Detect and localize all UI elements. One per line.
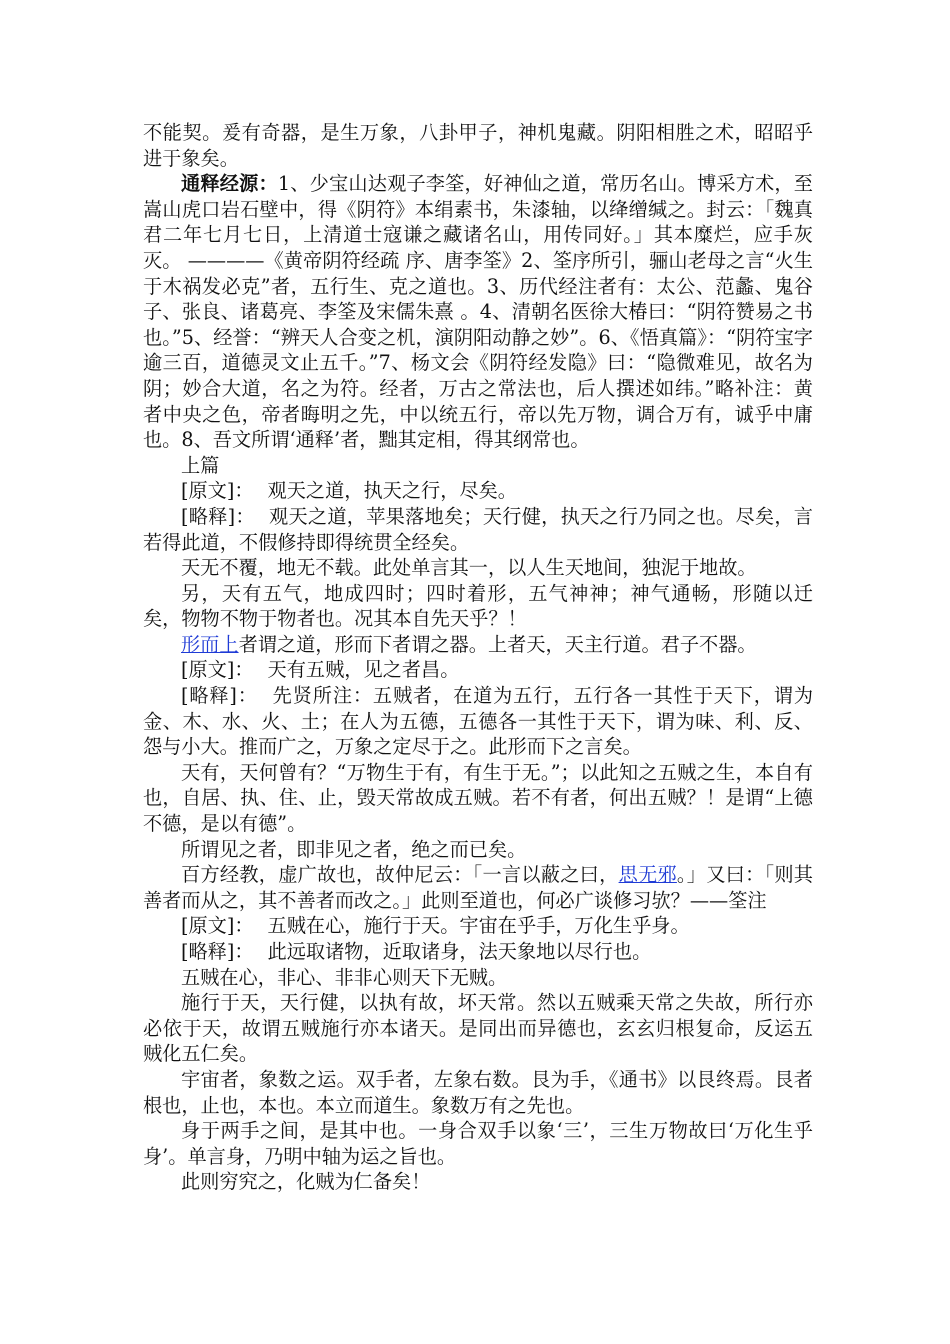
chapter-title: 上篇 [181,453,220,477]
label-lueshi: [略释]： [181,504,255,528]
paragraph: 天有，天何曾有？“万物生于有，有生于无。”；以此知之五贼之生，本自有也，自居、执、住、止，毁天常故成五贼。若不有者，何出五贼？！是谓“上德不德，是以有德”。 [143,760,813,836]
paragraph-yuanwen: [原文]： 五贼在心，施行于天。宇宙在乎手，万化生乎身。 [181,914,690,938]
paragraph: 身于两手之间，是其中也。一身合双手以象‘三’，三生万物故曰‘万化生乎身’。单言身，乃明中轴为运之旨也。 [143,1119,813,1168]
paragraph: 所谓见之者，即非见之者，绝之而已矣。 [181,837,527,861]
document-body [143,120,813,1195]
paragraph: 不能契。爰有奇器，是生万象，八卦甲子，神机鬼藏。阴阳相胜之术，昭昭乎进于象矣。 [143,121,813,170]
label-lueshi: [略释]： [181,684,258,708]
section-heading: 通释经源： [181,172,278,196]
paragraph-lueshi: [略释]： 此远取诸物，近取诸身，法天象地以尽行也。 [181,940,652,963]
paragraph: 天无不覆，地无不载。此处单言其一，以人生天地间，独泥于地故。 [181,556,757,580]
paragraph: 此则穷究之，化贼为仁备矣！ [181,1170,431,1194]
paragraph: 形而上者谓之道，形而下者谓之器。上者天，天主行道。君子不器。 [181,632,757,656]
paragraph-lueshi: [略释]： 先贤所注：五贼者，在道为五行，五行各一其性于天下，谓为金、木、水、火、土；在人为五德，五德各一其性于天下，谓为味、利、反、怨与小大。推而广之，万象之定尽于之。此形而下之言矣。 [143,684,814,759]
link-siwuxie[interactable]: 思无邪 [618,863,677,887]
label-yuanwen: [原文]： [181,658,254,682]
paragraph-yuanwen: [原文]： 天有五贼，见之者昌。 [181,658,460,682]
paragraph: 百方经教，虚广故也，故仲尼云：「一言以蔽之曰，思无邪。」又曰：「则其善者而从之，其不善者而改之。」此则至道也，何必广谈修习欤？——筌注 [143,863,813,912]
paragraph: 宇宙者，象数之运。双手者，左象右数。艮为手，《通书》以艮终焉。艮者根也，止也，本也。本立而道生。象数万有之先也。 [143,1067,813,1117]
paragraph-lueshi: [略释]： 观天之道，苹果落地矣；天行健，执天之行乃同之也。尽矣，言若得此道，不假修持即得统贯全经矣。 [143,504,813,554]
label-yuanwen: [原文]： [181,479,254,503]
paragraph-yuanwen: [原文]： 观天之道，执天之行，尽矣。 [181,479,517,503]
link-xingershang[interactable]: 形而上 [181,632,239,656]
paragraph: 施行于天，天行健，以执有故，坏天常。然以五贼乘天常之失故，所行亦必依于天，故谓五贼施行亦本诸天。是同出而异德也，玄玄归根复命，反运五贼化五仁矣。 [143,991,813,1066]
paragraph-tongshi-jingyuan: 通释经源：1、少宝山达观子李筌，好神仙之道，常历名山。博采方术，至嵩山虎口岩石壁中，得《阴符》本绢素书，朱漆轴，以绛缯缄之。封云：「魏真君二年七月七日，上清道士寇谦之藏诸名山，用传同好。」其本糜烂，应手灰灭。 ————《黄帝阴符经疏 序、唐李筌》2、筌序所引，骊山老母之言“火生于木祸发必克”者，五行生、克之道也。3、历代经注者有：太公、范蠡、鬼谷子、张良、诸葛亮、李筌及宋儒朱熹 。4、清朝名医徐大椿曰：“阴符赞易之书也。”5、经誉：“辨天人合变之机，演阴阳动静之妙”。6、《悟真篇》：“阴符宝字逾三百，道德灵文止五千。”7、杨文会《阴符经发隐》曰：“隐微难见，故名为阴；妙合大道，名之为符。经者，万古之常法也，后人撰述如纬。”略补注：黄者中央之色，帝者晦明之先，中以统五行，帝以先万物，调合万有，诚乎中庸也。8、吾文所谓‘通释’者，黜其定相，得其纲常也。 [143,172,813,452]
paragraph: 另，天有五气，地成四时；四时着形，五气神神；神气通畅，形随以迁矣，物物不物于物者也。况其本自先天乎？！ [143,581,813,631]
paragraph: 五贼在心，非心、非非心则天下无贼。 [181,965,508,989]
label-lueshi: [略释]： [181,940,254,963]
label-yuanwen: [原文]： [181,914,254,938]
